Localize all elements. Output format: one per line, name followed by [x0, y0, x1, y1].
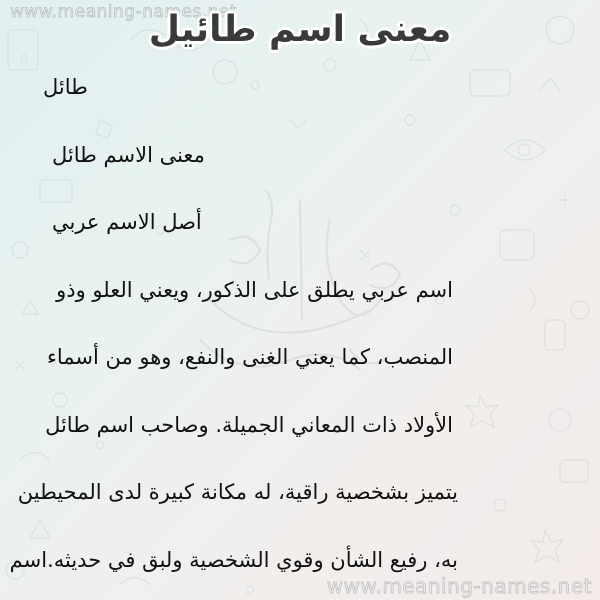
site-watermark-bottom: www.meaning-names.net	[326, 574, 592, 598]
description-line: اسم عربي يطلق على الذكور، ويعني العلو وذو	[56, 278, 453, 302]
description-line: الأولاد ذات المعاني الجميلة. وصاحب اسم طائل	[45, 413, 453, 437]
origin-heading: أصل الاسم عربي	[52, 210, 202, 234]
description-line: به، رفيع الشأن وقوي الشخصية ولبق في حديثه.اسم	[9, 548, 458, 572]
page-title: معنى اسم طائيل	[148, 9, 452, 50]
description-line: المنصب، كما يعني الغنى والنفع، وهو من أسماء	[46, 345, 453, 369]
meaning-heading: معنى الاسم طائل	[52, 143, 205, 167]
name-text: طائل	[43, 75, 88, 99]
site-watermark-top: www.meaning-names.net	[10, 2, 238, 22]
description-line: يتميز بشخصية راقية، له مكانة كبيرة لدى المحيطين	[17, 480, 458, 504]
